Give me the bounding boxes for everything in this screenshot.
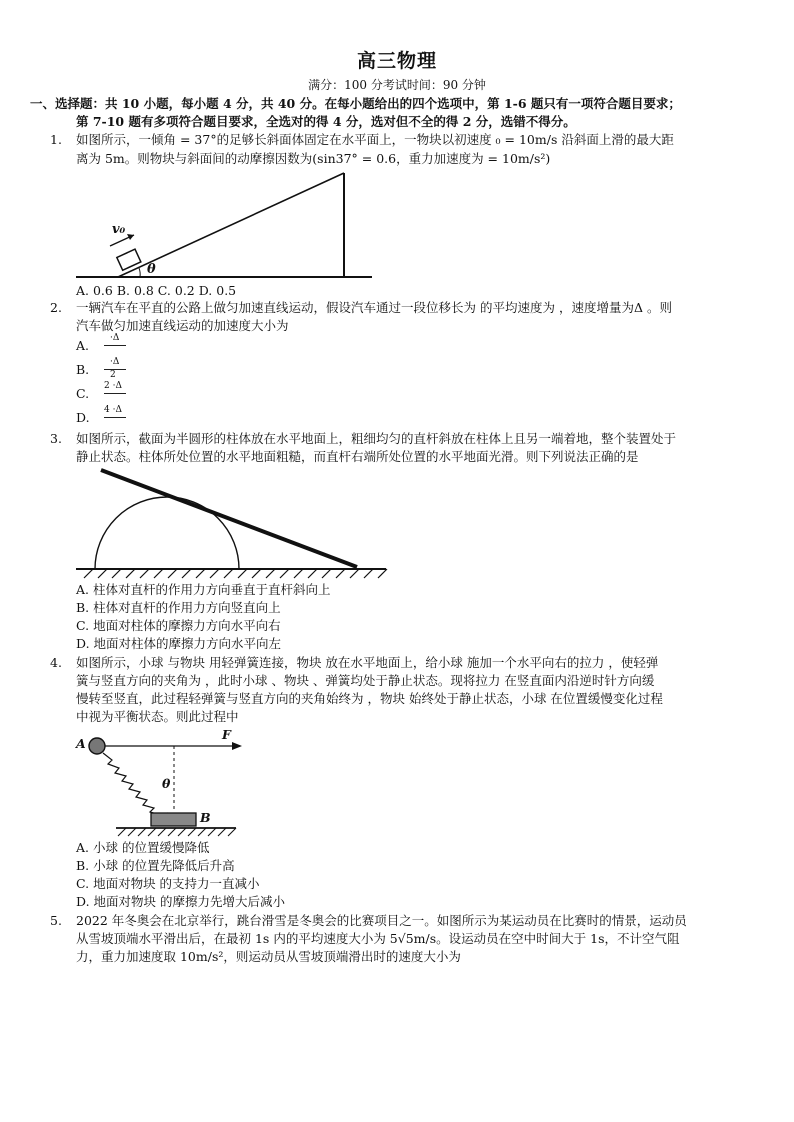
page-title: 高三物理 <box>356 50 437 72</box>
q3-text-line2: 静止状态。柱体所处位置的水平地面粗糙，而直杆右端所处位置的水平地面光滑。则下列说法正确的是 <box>76 449 639 464</box>
q2-text-line1: 一辆汽车在平直的公路上做匀加速直线运动，假设汽车通过一段位移长为 的平均速度为 ，速度增量为Δ 。则 <box>76 300 672 315</box>
q2-option-b-denominator: 2 <box>110 370 116 380</box>
q3-number: 3. <box>50 431 62 446</box>
q3-text-line1: 如图所示，截面为半圆形的柱体放在水平地面上，粗细均匀的直杆斜放在柱体上且另一端着地，整个装置处于 <box>76 431 677 446</box>
q3-option-b: B. 柱体对直杆的作用力方向竖直向上 <box>76 600 281 615</box>
q2-text-line2: 汽车做匀加速直线运动的加速度大小为 <box>76 318 289 333</box>
q3-option-d: D. 地面对柱体的摩擦力方向水平向左 <box>76 636 282 651</box>
q1-v0-label: v₀ <box>112 222 126 237</box>
q5-text-line2: 从雪坡顶端水平滑出后，在最初 1s 内的平均速度大小为 5√5m/s。设运动员在空中时间大于 1s，不计空气阻 <box>76 931 680 946</box>
q3-option-c: C. 地面对柱体的摩擦力方向水平向右 <box>76 618 281 633</box>
q5-number: 5. <box>50 913 62 928</box>
q4-option-d: D. 地面对物块 的摩擦力先增大后减小 <box>76 894 285 909</box>
exam-info: 满分：100 分考试时间：90 分钟 <box>308 78 486 92</box>
q2-option-a-label: A. <box>76 338 90 353</box>
q2-option-d-numerator: 4 ·Δ <box>104 405 122 415</box>
q2-option-b-numerator: ·Δ <box>110 357 120 367</box>
q4-option-a: A. 小球 的位置缓慢降低 <box>76 840 210 855</box>
q2-number: 2. <box>50 300 62 315</box>
q1-number: 1. <box>50 132 62 147</box>
q4-number: 4. <box>50 655 62 670</box>
q2-option-d-label: D. <box>76 410 90 425</box>
q1-options: A. 0.6 B. 0.8 C. 0.2 D. 0.5 <box>76 283 237 298</box>
q3-option-a: A. 柱体对直杆的作用力方向垂直于直杆斜向上 <box>76 582 331 597</box>
q1-theta-label: θ <box>147 262 156 277</box>
q4-text-line3: 慢转至竖直，此过程轻弹簧与竖直方向的夹角始终为 ，物块 始终处于静止状态，小球 在位置缓慢变化过程 <box>76 691 663 706</box>
q2-option-c-numerator: 2 ·Δ <box>104 381 122 391</box>
q4-block-label: B <box>200 810 211 825</box>
q4-ball-label: A <box>76 736 86 751</box>
q5-text-line3: 力，重力加速度取 10m/s²，则运动员从雪坡顶端滑出时的速度大小为 <box>76 949 461 964</box>
section-instructions-line2: 第 7-10 题有多项符合题目要求，全选对的得 4 分，选对但不全的得 2 分，选错不得分。 <box>76 114 576 129</box>
section-instructions-line1: 一、选择题：共 10 小题，每小题 4 分，共 40 分。在每小题给出的四个选项中，第 1-6 题只有一项符合题目要求； <box>30 96 681 111</box>
q1-text-line2: 离为 5m。则物块与斜面间的动摩擦因数为(sin37° = 0.6，重力加速度为 = 10m/s²) <box>76 151 551 166</box>
q1-text-line1: 如图所示，一倾角 = 37°的足够长斜面体固定在水平面上，一物块以初速度 ₀ = 10m/s 沿斜面上滑的最大距 <box>76 132 674 147</box>
q2-option-b-label: B. <box>76 362 90 377</box>
q4-theta-label: θ <box>162 776 171 791</box>
q4-option-c: C. 地面对物块 的支持力一直减小 <box>76 876 260 891</box>
q4-text-line2: 簧与竖直方向的夹角为 ，此时小球 、物块 、弹簧均处于静止状态。现将拉力 在竖直面内沿逆时针方向缓 <box>76 673 655 688</box>
q2-option-c-label: C. <box>76 386 90 401</box>
q4-text-line1: 如图所示，小球 与物块 用轻弹簧连接，物块 放在水平地面上，给小球 施加一个水平向右的拉力 ，使轻弹 <box>76 655 659 670</box>
q4-option-b: B. 小球 的位置先降低后升高 <box>76 858 235 873</box>
q5-text-line1: 2022 年冬奥会在北京举行，跳台滑雪是冬奥会的比赛项目之一。如图所示为某运动员在比赛时的情景，运动员 <box>76 913 687 928</box>
q4-text-line4: 中视为平衡状态。则此过程中 <box>76 709 239 724</box>
q4-force-label: F <box>222 727 231 742</box>
q2-option-a-numerator: ·Δ <box>110 333 120 343</box>
